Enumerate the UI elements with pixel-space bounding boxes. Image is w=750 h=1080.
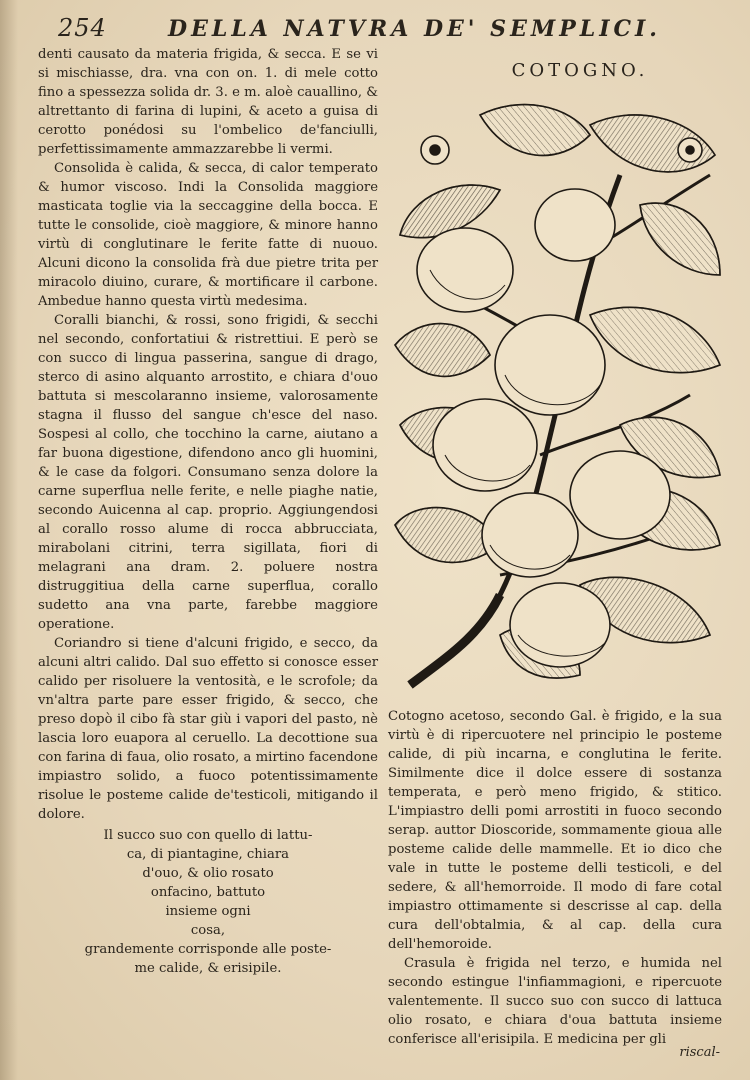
gutter-shadow <box>0 0 18 1080</box>
taper-line: ca, di piantagine, chiara <box>126 847 290 862</box>
quince-woodcut-illustration <box>390 95 725 695</box>
taper-line: onfacino, battuto <box>150 885 266 900</box>
taper-line: grandemente corrisponde alle poste- <box>84 942 332 957</box>
running-title: DELLA NATVRA DE' SEMPLICI. <box>168 16 661 42</box>
taper-line: me calide, & erisipile. <box>134 961 282 976</box>
paragraph-crasula: Crasula è frigida nel terzo, e humida nel secondo estingue l'infiammagioni, e ripercuote valentemente. Il succo suo con succo di lattuca olio rosato, e chiara d'oua battuta insieme conferisce all'erisipila. E medicina per gli <box>388 956 722 1047</box>
page-header <box>38 8 738 48</box>
catchword: riscal- <box>679 1045 720 1060</box>
paragraph-vermi: denti causato da materia frigida, & secca. E se vi si mischiasse, dra. vna con on. 1. di mele cotto fino a spessezza solida dr. 3. e m. aloè cauallino, & altrettanto di farina di lupini, & aceto a guisa di cerotto ponédosi su l'ombelico de'fanciulli, perfettissimamente ammazzarebbe li vermi. <box>38 47 378 157</box>
plant-title: COTOGNO. <box>511 60 649 81</box>
taper-line: insieme ogni <box>165 904 251 919</box>
paragraph-coriandro: Coriandro si tiene d'alcuni frigido, e secco, da alcuni altri calido. Dal suo effetto si conosce esser calido per risoluere la ventosità, e le scrofole; da vn'altra parte pare esser frigido, & secco, che preso dopò il cibo fà star giù i vapori del pasto, nè lascia loro euapora al ceruello. La decottione sua con farina di faua, olio rosato, a mirtino facendone impiastro solido, a fuoco potentissimamente risolue le posteme calide de'testicoli, mitigando il dolore. <box>38 636 378 822</box>
taper-line: cosa, <box>190 923 226 938</box>
page-number: 254 <box>58 14 107 42</box>
right-text-column <box>388 707 722 1049</box>
paragraph-coralli: Coralli bianchi, & rossi, sono frigidi, & secchi nel secondo, confortatiui & ristrettiui. E però se con succo di lingua passerina, sangue di drago, sterco di asino alquanto arrostito, e chiara d'ouo battuta si mescolaranno insieme, valorosamente stagna il flusso del sangue ch'esce del naso. Sospesi al collo, che tocchino la carne, aiutano a far buona digestione, difendono anco gli huomini, & le case da folgori. Consumano senza dolore la carne superflua nelle ferite, e nelle piaghe natie, secondo Auicenna al cap. proprio. Aggiungendosi al corallo rosso alume di rocca abbrucciata, mirabolani citrini, terra sigillata, fiori di melagrani ana dram. 2. poluere nostra distruggitiua della carne superflua, corallo sudetto ana vna parte, farebbe maggiore operatione. <box>38 313 378 632</box>
taper-line: Il succo suo con quello di lattu- <box>103 828 313 843</box>
paragraph-cotogno: Cotogno acetoso, secondo Gal. è frigido, e la sua virtù è di ripercuotere nel principio le posteme calide, di più incarna, e conglutina le ferite. Similmente dice il dolce essere di sostanza temperata, e però meno frigido, & stitico. L'impiastro delli pomi arrostiti in fuoco secondo serap. auttor Dioscoride, sommamente gioua alle posteme calide delle mammelle. Et io dico che vale in tutte le posteme delli testicoli, e del sedere, & all'hemorroide. Il modo di fare cotal impiastro ottimamente si descrisse al cap. della cura dell'obtalmia, & al cap. della cura dell'hemoroide. <box>388 709 722 952</box>
tapered-text-block <box>38 826 378 978</box>
left-text-column <box>38 45 378 978</box>
taper-line: d'ouo, & olio rosato <box>142 866 274 881</box>
paragraph-consolida: Consolida è calida, & secca, di calor temperato & humor viscoso. Indi la Consolida maggiore masticata toglie via la seccaggine della bocca. E tutte le consolide, cioè maggiore, & minore hanno virtù di conglutinare le ferite fatte di nuouo. Alcuni dicono la consolida frà due pietre trita per miracolo diuino, curare, & mortificare il carbone. Ambedue hanno questa virtù medesima. <box>38 161 378 309</box>
